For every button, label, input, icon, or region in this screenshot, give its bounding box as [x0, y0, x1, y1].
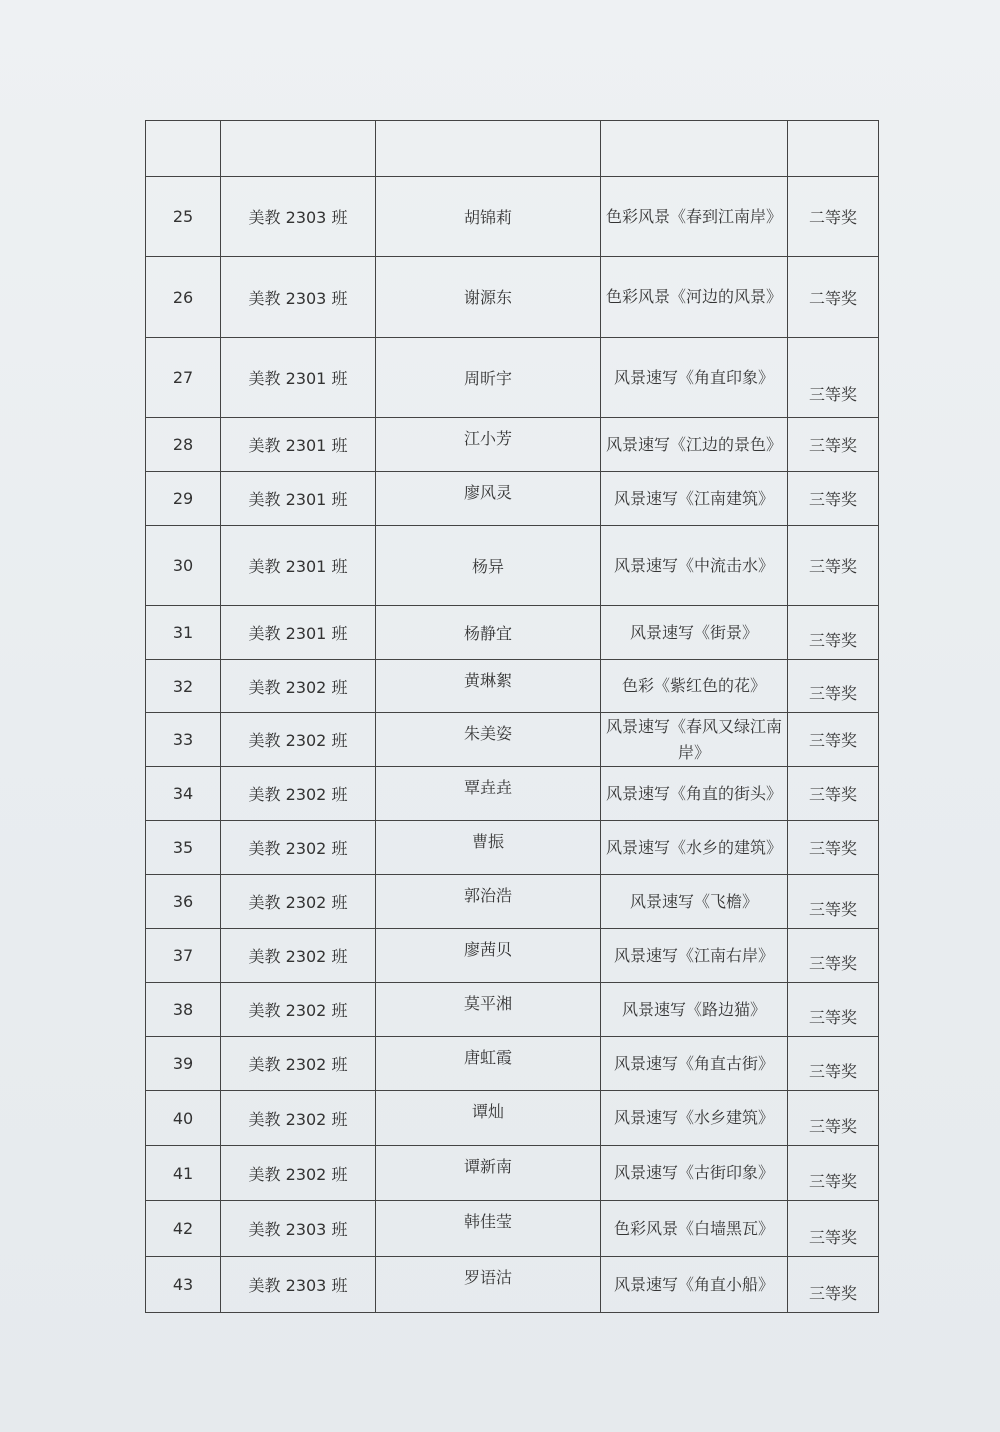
student-name: 朱美姿 [376, 713, 601, 767]
class-name: 美教 2302 班 [221, 1146, 376, 1201]
table-row [146, 177, 879, 257]
class-name: 美教 2302 班 [221, 1091, 376, 1146]
class-name: 美教 2302 班 [221, 929, 376, 983]
class-name: 美教 2301 班 [221, 418, 376, 472]
class-name: 美教 2302 班 [221, 1037, 376, 1091]
class-name: 美教 2302 班 [221, 875, 376, 929]
work-title: 风景速写《角直的街头》 [601, 767, 788, 821]
award-level: 三等奖 [788, 875, 879, 929]
class-name: 美教 2303 班 [221, 177, 376, 257]
table-row [146, 983, 879, 1037]
header-cell-empty [601, 121, 788, 177]
row-number: 35 [146, 821, 221, 875]
table-row [146, 418, 879, 472]
student-name: 廖茜贝 [376, 929, 601, 983]
row-number: 32 [146, 660, 221, 713]
table-row [146, 1201, 879, 1257]
table-row [146, 821, 879, 875]
class-name: 美教 2301 班 [221, 606, 376, 660]
row-number: 29 [146, 472, 221, 526]
class-name: 美教 2302 班 [221, 821, 376, 875]
row-number: 39 [146, 1037, 221, 1091]
award-level: 三等奖 [788, 1037, 879, 1091]
student-name: 覃垚垚 [376, 767, 601, 821]
class-name: 美教 2302 班 [221, 713, 376, 767]
table-row [146, 767, 879, 821]
award-level: 二等奖 [788, 177, 879, 257]
student-name: 唐虹霞 [376, 1037, 601, 1091]
row-number: 43 [146, 1257, 221, 1313]
table-row [146, 1091, 879, 1146]
student-name: 周昕宇 [376, 338, 601, 418]
award-level: 三等奖 [788, 526, 879, 606]
header-cell-empty [146, 121, 221, 177]
award-level: 三等奖 [788, 1201, 879, 1257]
work-title: 色彩《紫红色的花》 [601, 660, 788, 713]
row-number: 40 [146, 1091, 221, 1146]
award-level: 三等奖 [788, 1257, 879, 1313]
table-row [146, 338, 879, 418]
work-title: 风景速写《角直印象》 [601, 338, 788, 418]
work-title: 风景速写《飞檐》 [601, 875, 788, 929]
table-header-row [146, 121, 879, 177]
work-title: 色彩风景《白墙黑瓦》 [601, 1201, 788, 1257]
row-number: 38 [146, 983, 221, 1037]
table-row [146, 606, 879, 660]
award-level: 三等奖 [788, 606, 879, 660]
student-name: 江小芳 [376, 418, 601, 472]
row-number: 31 [146, 606, 221, 660]
class-name: 美教 2301 班 [221, 526, 376, 606]
work-title: 风景速写《江南建筑》 [601, 472, 788, 526]
table-row [146, 472, 879, 526]
student-name: 胡锦莉 [376, 177, 601, 257]
work-title: 风景速写《街景》 [601, 606, 788, 660]
table-row [146, 1037, 879, 1091]
work-title: 风景速写《江边的景色》 [601, 418, 788, 472]
work-title: 风景速写《春风又绿江南岸》 [601, 713, 788, 767]
award-level: 三等奖 [788, 1091, 879, 1146]
student-name: 杨异 [376, 526, 601, 606]
table-row [146, 875, 879, 929]
award-level: 三等奖 [788, 983, 879, 1037]
table-row [146, 660, 879, 713]
class-name: 美教 2303 班 [221, 257, 376, 338]
row-number: 25 [146, 177, 221, 257]
award-level: 三等奖 [788, 472, 879, 526]
row-number: 28 [146, 418, 221, 472]
row-number: 37 [146, 929, 221, 983]
table-row [146, 1257, 879, 1313]
class-name: 美教 2302 班 [221, 660, 376, 713]
award-level: 三等奖 [788, 713, 879, 767]
award-level: 三等奖 [788, 821, 879, 875]
work-title: 风景速写《江南右岸》 [601, 929, 788, 983]
table-row [146, 1146, 879, 1201]
work-title: 风景速写《中流击水》 [601, 526, 788, 606]
row-number: 30 [146, 526, 221, 606]
award-level: 三等奖 [788, 338, 879, 418]
row-number: 34 [146, 767, 221, 821]
work-title: 风景速写《古街印象》 [601, 1146, 788, 1201]
row-number: 36 [146, 875, 221, 929]
student-name: 谭新南 [376, 1146, 601, 1201]
row-number: 26 [146, 257, 221, 338]
table-row [146, 257, 879, 338]
student-name: 莫平湘 [376, 983, 601, 1037]
student-name: 杨静宜 [376, 606, 601, 660]
student-name: 黄琳絮 [376, 660, 601, 713]
row-number: 42 [146, 1201, 221, 1257]
student-name: 谢源东 [376, 257, 601, 338]
awards-table [145, 120, 879, 1313]
table-row [146, 526, 879, 606]
work-title: 风景速写《路边猫》 [601, 983, 788, 1037]
work-title: 风景速写《角直古街》 [601, 1037, 788, 1091]
row-number: 27 [146, 338, 221, 418]
student-name: 曹振 [376, 821, 601, 875]
header-cell-empty [788, 121, 879, 177]
student-name: 廖风灵 [376, 472, 601, 526]
student-name: 罗语沽 [376, 1257, 601, 1313]
class-name: 美教 2302 班 [221, 767, 376, 821]
class-name: 美教 2303 班 [221, 1201, 376, 1257]
row-number: 33 [146, 713, 221, 767]
student-name: 郭治浩 [376, 875, 601, 929]
header-cell-empty [376, 121, 601, 177]
work-title: 风景速写《水乡建筑》 [601, 1091, 788, 1146]
table-row [146, 713, 879, 767]
class-name: 美教 2301 班 [221, 472, 376, 526]
award-level: 三等奖 [788, 418, 879, 472]
class-name: 美教 2303 班 [221, 1257, 376, 1313]
class-name: 美教 2302 班 [221, 983, 376, 1037]
award-level: 二等奖 [788, 257, 879, 338]
student-name: 韩佳莹 [376, 1201, 601, 1257]
row-number: 41 [146, 1146, 221, 1201]
work-title: 色彩风景《春到江南岸》 [601, 177, 788, 257]
table-row [146, 929, 879, 983]
work-title: 风景速写《角直小船》 [601, 1257, 788, 1313]
award-level: 三等奖 [788, 660, 879, 713]
work-title: 色彩风景《河边的风景》 [601, 257, 788, 338]
class-name: 美教 2301 班 [221, 338, 376, 418]
student-name: 谭灿 [376, 1091, 601, 1146]
award-level: 三等奖 [788, 1146, 879, 1201]
award-level: 三等奖 [788, 767, 879, 821]
award-level: 三等奖 [788, 929, 879, 983]
header-cell-empty [221, 121, 376, 177]
work-title: 风景速写《水乡的建筑》 [601, 821, 788, 875]
